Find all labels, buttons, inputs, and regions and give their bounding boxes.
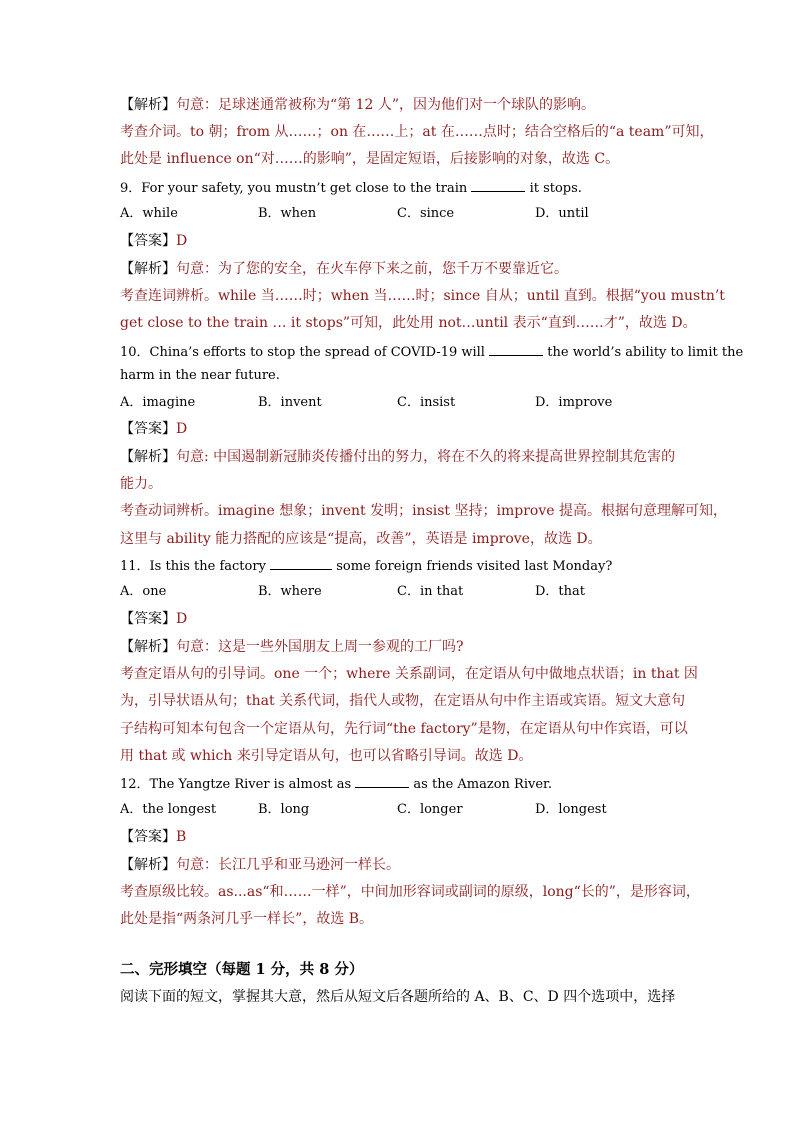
q12-stem: 12．The Yangtze River is almost as as the Amazon River.: [120, 773, 700, 795]
question-number: 12．: [120, 777, 150, 792]
option-a: A．one: [120, 584, 167, 599]
answer-blank: [270, 555, 332, 570]
option-c: C．longer: [397, 802, 463, 817]
q10-options: [120, 393, 700, 413]
q9-stem: 9．For your safety, you mustn’t get close to the train it stops.: [120, 177, 700, 199]
q9-explanation-1: 考查连词辨析。while 当……时；when 当……时；since 自从；until 直到。根据“you mustn’t: [120, 288, 725, 304]
q8-explanation-1: 考查介词。to 朝；from 从……；on 在……上；at 在……点时；结合空格后的“a team”可知，: [120, 124, 714, 140]
option-c: C．in that: [397, 584, 464, 599]
q10-explanation-1: 考查动词辨析。imagine 想象；invent 发明；insist 坚持；improve 提高。根据句意理解可知，: [120, 503, 727, 519]
q12-analysis: 【解析】句意：长江几乎和亚马逊河一样长。: [120, 857, 400, 873]
option-d: D．improve: [535, 395, 613, 410]
option-b: B．long: [258, 802, 310, 817]
q11-analysis: 【解析】句意：这是一些外国朋友上周一参观的工厂吗?: [120, 639, 464, 655]
q9-explanation-2: get close to the train … it stops”可知，此处用 not…until 表示“直到……才”，故选 D。: [120, 315, 697, 331]
q10-stem-line-1: 10．China’s efforts to stop the spread of COVID-19 will the world’s ability to limit the: [120, 341, 700, 363]
q8-explanation-2: 此处是 influence on“对……的影响”，是固定短语，后接影响的对象，故选 C。: [120, 151, 620, 167]
option-c: C．since: [397, 206, 455, 221]
option-b: B．invent: [258, 395, 322, 410]
q9-options: [120, 204, 700, 224]
question-number: 11．: [120, 559, 150, 574]
option-c: C．insist: [397, 395, 456, 410]
q11-stem: 11．Is this the factory some foreign friends visited last Monday?: [120, 555, 700, 577]
q12-answer: 【答案】B: [120, 829, 187, 845]
answer-blank: [355, 773, 409, 788]
q11-explanation-3: 子结构可知本句包含一个定语从句，先行词“the factory”是物，在定语从句中作宾语，可以: [120, 721, 688, 737]
question-number: 9．: [120, 181, 142, 196]
q10-analysis: 【解析】句意: 中国遏制新冠肺炎传播付出的努力，将在不久的将来提高世界控制其危害的: [120, 449, 676, 465]
option-a: A．imagine: [120, 395, 196, 410]
q11-options: [120, 582, 700, 602]
answer-blank: [489, 341, 543, 356]
analysis-text: 句意：足球迷通常被称为“第 12 人”，因为他们对一个球队的影响。: [176, 97, 596, 113]
option-a: A．while: [120, 206, 178, 221]
q9-analysis: 【解析】句意：为了您的安全，在火车停下来之前，您千万不要靠近它。: [120, 261, 568, 277]
q11-explanation-1: 考查定语从句的引导词。one 一个；where 关系副词，在定语从句中做地点状语；in that 因: [120, 666, 698, 682]
q11-explanation-4: 用 that 或 which 来引导定语从句，也可以省略引导词。故选 D。: [120, 748, 533, 764]
option-a: A．the longest: [120, 802, 217, 817]
q10-answer: 【答案】D: [120, 421, 188, 437]
q10-stem-line-2: harm in the near future.: [120, 368, 280, 383]
option-d: D．that: [535, 584, 585, 599]
q10-explanation-2: 这里与 ability 能力搭配的应该是“提高，改善”，英语是 improve，故选 D。: [120, 531, 602, 547]
q12-explanation-1: 考查原级比较。as...as“和……一样”，中间加形容词或副词的原级，long“长的”，是形容词，: [120, 884, 700, 900]
option-d: D．until: [535, 206, 589, 221]
analysis-label: 【解析】: [120, 97, 176, 113]
question-number: 10．: [120, 345, 150, 360]
option-d: D．longest: [535, 802, 607, 817]
q9-answer: 【答案】D: [120, 233, 188, 249]
option-b: B．where: [258, 584, 322, 599]
section-heading: 二、完形填空（每题 1 分，共 8 分）: [120, 961, 364, 978]
q10-analysis-cont: 能力。: [120, 476, 162, 492]
section-instructions: 阅读下面的短文，掌握其大意，然后从短文后各题所给的 A、B、C、D 四个选项中，选择: [120, 989, 676, 1005]
option-b: B．when: [258, 206, 317, 221]
q12-options: [120, 800, 700, 820]
q12-explanation-2: 此处是指“两条河几乎一样长”，故选 B。: [120, 911, 374, 927]
answer-blank: [471, 177, 525, 192]
q11-explanation-2: 为，引导状语从句；that 关系代词，指代人或物，在定语从句中作主语或宾语。短文大意句: [120, 693, 686, 709]
q11-answer: 【答案】D: [120, 611, 188, 627]
q8-analysis: [120, 95, 700, 115]
